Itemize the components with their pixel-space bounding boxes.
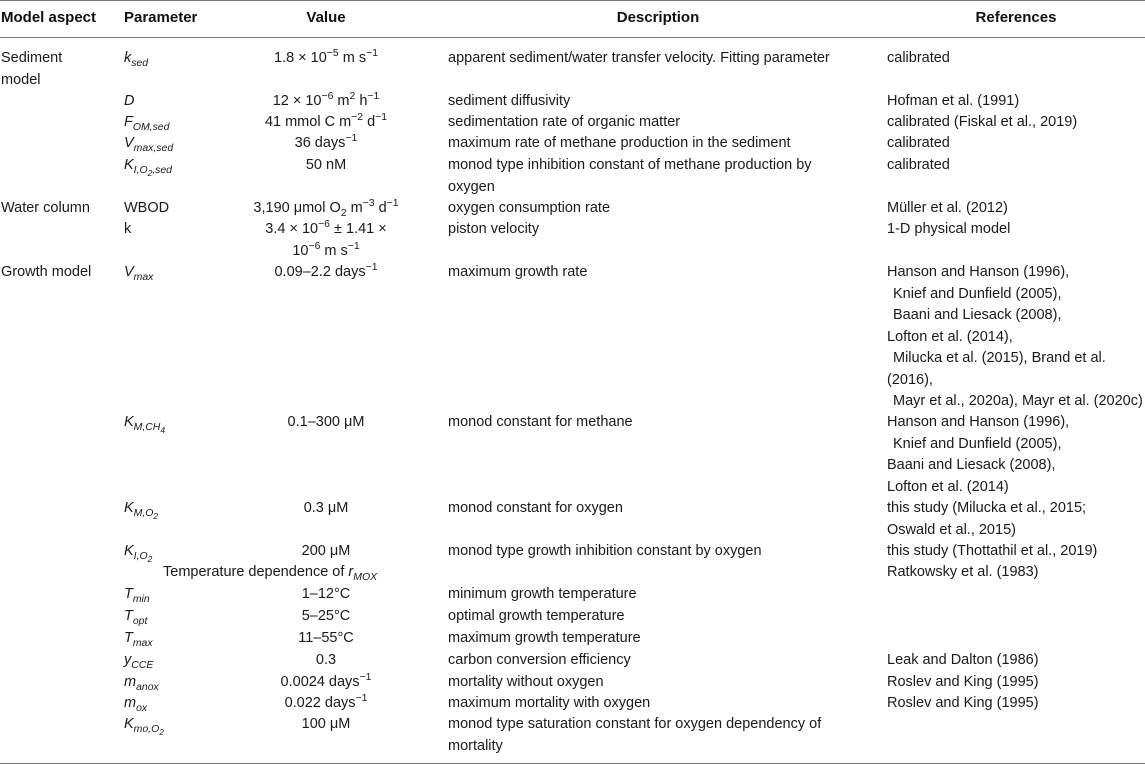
desc-k-i-o2-sed (448, 155, 868, 198)
param-f-om-sed: $F_{OM,sed}$ (124, 114, 170, 133)
ref-line: Baani and Liesack (2008), (893, 307, 1062, 323)
value-t-opt: 5–25°C (301, 608, 351, 624)
desc-k-mo-o2 (448, 714, 868, 757)
ref-k-i-o2: this study (Thottathil et al., 2019) (887, 543, 1098, 559)
desc-t-opt: optimal growth temperature (448, 608, 625, 624)
param-t-opt: $T_{opt}$ (124, 608, 148, 627)
value-d: $12 \times 10^{-6}$ $m^2$ $h^{-1}$ (272, 91, 380, 109)
value-k-i-o2: 200 μM (301, 543, 351, 559)
ref-line: Lofton et al. (2014), (887, 328, 1013, 345)
param-y-cce: $y_{CCE}$ (124, 652, 154, 671)
ref-m-anox: Roslev and King (1995) (887, 674, 1039, 690)
value-k-sed: $1.8 \times 10^{-5}$ m $s^{-1}$ (273, 48, 378, 66)
desc-t-min: minimum growth temperature (448, 586, 637, 602)
table-top-rule (0, 0, 1145, 1)
param-m-anox: $m_{anox}$ (124, 674, 159, 693)
param-k-m-o2: $K_{M,O_2}$ (124, 500, 159, 521)
ref-line: Hanson and Hanson (1996), (887, 414, 1070, 430)
ref-line: (2016), (887, 371, 933, 388)
header-description: Description (616, 9, 700, 26)
ref-d: Hofman et al. (1991) (887, 93, 1020, 109)
desc-t-max: maximum growth temperature (448, 630, 641, 646)
ref-k-m-ch4 (887, 412, 1145, 498)
aspect-line: Sediment (1, 50, 63, 66)
param-v-max: $V_{max}$ (124, 264, 154, 283)
param-k-m-ch4: $K_{M,CH_4}$ (124, 414, 165, 435)
ref-k-m-o2 (887, 498, 1145, 541)
ref-k-sed: calibrated (887, 50, 950, 66)
desc-wbod: oxygen consumption rate (448, 200, 611, 216)
desc-f-om-sed: sedimentation rate of organic matter (448, 114, 681, 130)
param-wbod: WBOD (124, 200, 170, 216)
value-f-om-sed: 41 mmol C $m^{-2}$ $d^{-1}$ (264, 112, 388, 130)
ref-v-max (887, 262, 1145, 413)
ref-line: Knief and Dunfield (2005), (893, 435, 1062, 452)
aspect-sediment-model (1, 48, 113, 91)
aspect-line: model (1, 71, 41, 88)
aspect-water-column: Water column (1, 200, 90, 216)
desc-line: monod type inhibition constant of methane production by (448, 157, 812, 173)
param-t-max: $T_{max}$ (124, 630, 153, 649)
ref-m-ox: Roslev and King (1995) (887, 695, 1039, 711)
ref-k-i-o2-sed: calibrated (887, 157, 950, 173)
desc-k: piston velocity (448, 221, 540, 237)
desc-m-anox: mortality without oxygen (448, 674, 604, 690)
param-v-max-sed: $V_{max,sed}$ (124, 135, 174, 154)
ref-line: Oswald et al., 2015) (887, 521, 1016, 538)
desc-k-sed: apparent sediment/water transfer velocity. Fitting parameter (448, 50, 830, 66)
param-k-sed: $k_{sed}$ (124, 50, 149, 69)
ref-line: Mayr et al., 2020a), Mayr et al. (2020c) (893, 393, 1143, 409)
ref-k: 1-D physical model (887, 221, 1011, 237)
param-d: D (124, 93, 135, 109)
ref-line: Baani and Liesack (2008), (887, 457, 1056, 473)
value-t-min: 1–12°C (301, 586, 351, 602)
value-v-max-sed: 36 days$^{-1}$ (294, 133, 358, 151)
header-references: References (975, 9, 1057, 26)
value-k-mo-o2: 100 μM (301, 716, 351, 732)
desc-v-max-sed: maximum rate of methane production in the sediment (448, 135, 791, 151)
value-k: $3.4 \times 10^{-6} \pm 1.41$ × $10^{-6}$ m $s^{-1}$ (265, 219, 387, 259)
desc-d: sediment diffusivity (448, 93, 571, 109)
param-k: k (124, 221, 132, 237)
subheader-temperature-dependence: Temperature dependence of $r_{MOX}$ (163, 564, 378, 583)
header-value: Value (306, 9, 346, 26)
ref-line: Hanson and Hanson (1996), (887, 264, 1070, 280)
value-y-cce: 0.3 (315, 652, 337, 668)
value-k-m-ch4: 0.1–300 μM (287, 414, 365, 430)
desc-y-cce: carbon conversion efficiency (448, 652, 631, 668)
header-model-aspect: Model aspect (1, 9, 97, 26)
value-v-max: 0.09–2.2 days$^{-1}$ (274, 262, 378, 280)
desc-k-i-o2: monod type growth inhibition constant by oxygen (448, 543, 762, 559)
value-m-anox: 0.0024 days$^{-1}$ (280, 672, 372, 690)
desc-k-m-o2: monod constant for oxygen (448, 500, 623, 516)
value-m-ox: 0.022 days$^{-1}$ (284, 693, 368, 711)
aspect-growth-model: Growth model (1, 264, 92, 280)
desc-v-max: maximum growth rate (448, 264, 588, 280)
desc-m-ox: maximum mortality with oxygen (448, 695, 651, 711)
param-t-min: $T_{min}$ (124, 586, 150, 605)
desc-line: monod type saturation constant for oxygen dependency of (448, 716, 822, 732)
value-k-i-o2-sed: 50 nM (305, 157, 347, 173)
param-k-i-o2-sed: $K_{I,O_2,sed}$ (124, 157, 172, 178)
param-m-ox: $m_{ox}$ (124, 695, 148, 714)
desc-k-m-ch4: monod constant for methane (448, 414, 633, 430)
value-k-m-o2: 0.3 μM (303, 500, 349, 516)
header-parameter: Parameter (124, 9, 198, 26)
ref-v-max-sed: calibrated (887, 135, 950, 151)
ref-line: Knief and Dunfield (2005), (893, 285, 1062, 302)
param-k-i-o2: $K_{I,O_2}$ (124, 543, 153, 564)
ref-line: this study (Milucka et al., 2015; (887, 500, 1087, 516)
ref-f-om-sed: calibrated (Fiskal et al., 2019) (887, 114, 1078, 130)
ref-wbod: Müller et al. (2012) (887, 200, 1008, 216)
ref-temperature-dependence: Ratkowsky et al. (1983) (887, 564, 1039, 580)
ref-line: Lofton et al. (2014) (887, 478, 1009, 495)
header-rule (0, 37, 1145, 38)
desc-line: oxygen (448, 178, 495, 195)
param-k-mo-o2: $K_{mo,O_2}$ (124, 716, 164, 737)
ref-y-cce: Leak and Dalton (1986) (887, 652, 1039, 668)
value-wbod: 3,190 μmol $O_2$ $m^{-3}$ $d^{-1}$ (253, 198, 399, 219)
desc-line: mortality (448, 737, 503, 754)
ref-line: Milucka et al. (2015), Brand et al. (893, 350, 1106, 366)
value-t-max: 11–55°C (298, 630, 354, 646)
